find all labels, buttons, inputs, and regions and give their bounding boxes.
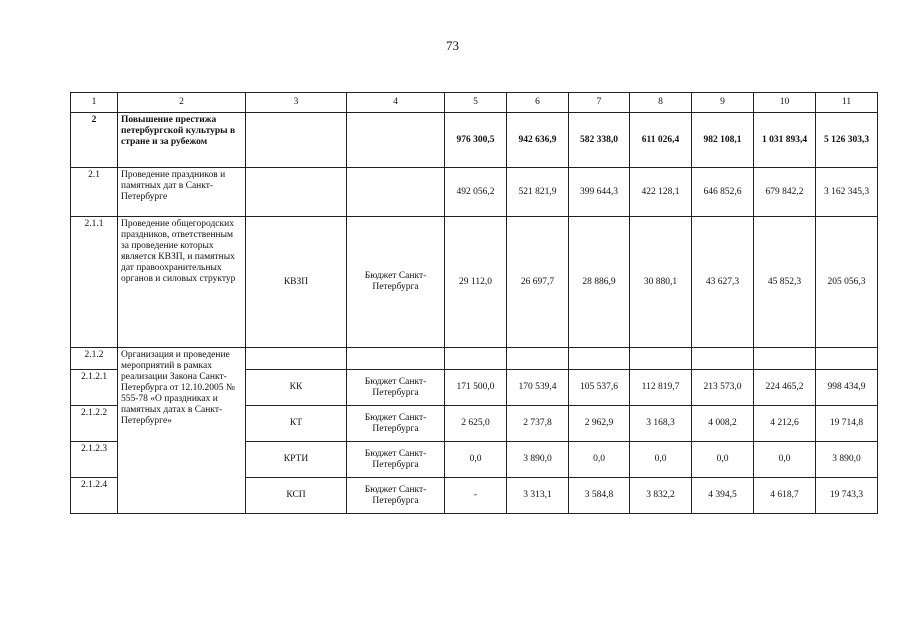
row-funding-source: Бюджет Санкт-Петербурга xyxy=(347,406,445,442)
header-cell: 11 xyxy=(816,93,878,113)
empty-cell xyxy=(445,348,507,370)
empty-cell xyxy=(754,348,816,370)
table-row xyxy=(71,348,878,370)
empty-cell xyxy=(246,348,347,370)
value-cell: 105 537,6 xyxy=(569,370,630,406)
value-cell: 0,0 xyxy=(692,442,754,478)
value-cell: 28 886,9 xyxy=(569,217,630,348)
value-cell: 3 890,0 xyxy=(507,442,569,478)
total-cell: 3 162 345,3 xyxy=(816,168,878,217)
row-number: 2 xyxy=(71,113,118,168)
value-cell: 942 636,9 xyxy=(507,113,569,168)
value-cell: 3 584,8 xyxy=(569,478,630,514)
row-number: 2.1.2.3 xyxy=(71,442,118,478)
value-cell: 646 852,6 xyxy=(692,168,754,217)
value-cell: 2 737,8 xyxy=(507,406,569,442)
row-title: Повышение престижа петербургской культуры в стране и за рубежом xyxy=(118,113,246,168)
header-row xyxy=(71,93,878,113)
row-executor: КК xyxy=(246,370,347,406)
row-number: 2.1.2.1 xyxy=(71,370,118,406)
row-number: 2.1.2.4 xyxy=(71,478,118,514)
value-cell: 112 819,7 xyxy=(630,370,692,406)
value-cell: 45 852,3 xyxy=(754,217,816,348)
row-funding-source: Бюджет Санкт-Петербурга xyxy=(347,442,445,478)
table-row xyxy=(71,168,878,217)
row-executor xyxy=(246,113,347,168)
total-cell: 205 056,3 xyxy=(816,217,878,348)
header-cell: 7 xyxy=(569,93,630,113)
budget-table xyxy=(70,92,878,514)
header-cell: 1 xyxy=(71,93,118,113)
header-cell: 6 xyxy=(507,93,569,113)
header-cell: 3 xyxy=(246,93,347,113)
empty-cell xyxy=(507,348,569,370)
value-cell: 521 821,9 xyxy=(507,168,569,217)
row-number: 2.1 xyxy=(71,168,118,217)
total-cell: 19 714,8 xyxy=(816,406,878,442)
row-executor: КСП xyxy=(246,478,347,514)
value-cell: 976 300,5 xyxy=(445,113,507,168)
header-cell: 10 xyxy=(754,93,816,113)
table-row xyxy=(71,113,878,168)
row-executor: КВЗП xyxy=(246,217,347,348)
value-cell: 26 697,7 xyxy=(507,217,569,348)
header-cell: 5 xyxy=(445,93,507,113)
value-cell: 1 031 893,4 xyxy=(754,113,816,168)
value-cell: 3 168,3 xyxy=(630,406,692,442)
total-cell: 998 434,9 xyxy=(816,370,878,406)
row-title: Организация и проведение мероприятий в рамках реализации Закона Санкт-Петербурга от 12.10.2005 № 555-78 «О праздниках и памятных датах в Санкт-Петербурге» xyxy=(118,348,246,514)
empty-cell xyxy=(569,348,630,370)
value-cell: 982 108,1 xyxy=(692,113,754,168)
value-cell: 29 112,0 xyxy=(445,217,507,348)
table-row xyxy=(71,217,878,348)
value-cell: 224 465,2 xyxy=(754,370,816,406)
row-number: 2.1.1 xyxy=(71,217,118,348)
row-funding-source: Бюджет Санкт-Петербурга xyxy=(347,217,445,348)
value-cell: 2 962,9 xyxy=(569,406,630,442)
value-cell: 0,0 xyxy=(445,442,507,478)
row-number: 2.1.2 xyxy=(71,348,118,370)
value-cell: 422 128,1 xyxy=(630,168,692,217)
value-cell: 4 008,2 xyxy=(692,406,754,442)
empty-cell xyxy=(692,348,754,370)
row-title: Проведение общегородских праздников, ответственным за проведение которых является КВЗП, и памятных дат правоохранительных органов и силовых структур xyxy=(118,217,246,348)
value-cell: 170 539,4 xyxy=(507,370,569,406)
header-cell: 9 xyxy=(692,93,754,113)
value-cell: 679 842,2 xyxy=(754,168,816,217)
value-cell: 4 394,5 xyxy=(692,478,754,514)
row-title: Проведение праздников и памятных дат в Санкт-Петербурге xyxy=(118,168,246,217)
header-cell: 2 xyxy=(118,93,246,113)
value-cell: 3 313,1 xyxy=(507,478,569,514)
page-number: 73 xyxy=(446,38,459,53)
value-cell: 0,0 xyxy=(569,442,630,478)
value-cell: 213 573,0 xyxy=(692,370,754,406)
row-number: 2.1.2.2 xyxy=(71,406,118,442)
row-executor: КРТИ xyxy=(246,442,347,478)
value-cell: 4 618,7 xyxy=(754,478,816,514)
row-funding-source xyxy=(347,168,445,217)
empty-cell xyxy=(347,348,445,370)
total-cell: 19 743,3 xyxy=(816,478,878,514)
empty-cell xyxy=(630,348,692,370)
row-funding-source: Бюджет Санкт-Петербурга xyxy=(347,478,445,514)
row-funding-source xyxy=(347,113,445,168)
row-executor xyxy=(246,168,347,217)
value-cell: 492 056,2 xyxy=(445,168,507,217)
value-cell: 3 832,2 xyxy=(630,478,692,514)
value-cell: 2 625,0 xyxy=(445,406,507,442)
header-cell: 4 xyxy=(347,93,445,113)
value-cell: 582 338,0 xyxy=(569,113,630,168)
value-cell: 171 500,0 xyxy=(445,370,507,406)
value-cell: - xyxy=(445,478,507,514)
value-cell: 43 627,3 xyxy=(692,217,754,348)
value-cell: 4 212,6 xyxy=(754,406,816,442)
header-cell: 8 xyxy=(630,93,692,113)
value-cell: 0,0 xyxy=(754,442,816,478)
total-cell: 3 890,0 xyxy=(816,442,878,478)
value-cell: 0,0 xyxy=(630,442,692,478)
row-executor: КТ xyxy=(246,406,347,442)
empty-cell xyxy=(816,348,878,370)
value-cell: 30 880,1 xyxy=(630,217,692,348)
row-funding-source: Бюджет Санкт-Петербурга xyxy=(347,370,445,406)
total-cell: 5 126 303,3 xyxy=(816,113,878,168)
value-cell: 399 644,3 xyxy=(569,168,630,217)
value-cell: 611 026,4 xyxy=(630,113,692,168)
